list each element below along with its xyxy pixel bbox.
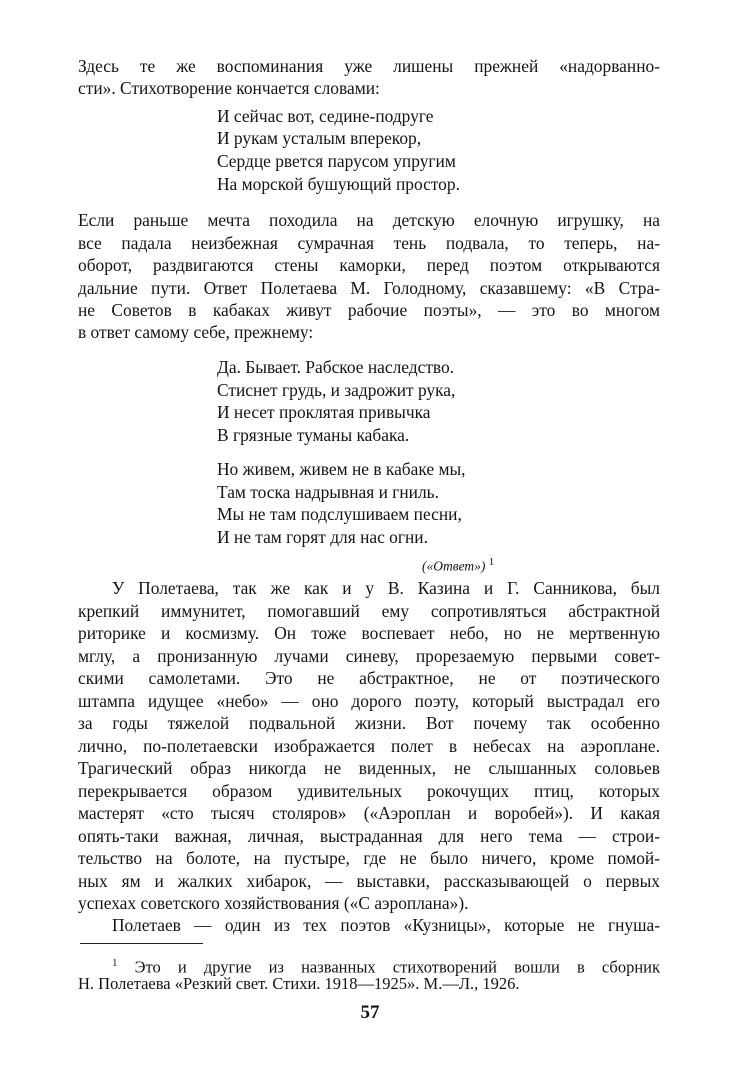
text-line: в ответ самому себе, прежнему: — [78, 322, 314, 342]
text-line: штампа идущее «небо» — оно дорого поэту, который выстрадал его — [78, 691, 660, 711]
text-line: У Полетаева, так же как и у В. Казина и Г. Санникова, был — [112, 578, 660, 598]
verse-line: Но живем, живем не в кабаке мы, — [217, 459, 466, 479]
text-line: Здесь те же воспоминания уже лишены прежней «надорванно- — [78, 56, 660, 76]
verse-line: И рукам усталым вперекор, — [217, 128, 422, 148]
text-line: Трагический образ никогда не виденных, не слышанных соловьев — [78, 758, 660, 778]
footnote-text: Это и другие из названных стихотворений вошли в сборник — [134, 957, 660, 977]
text-line: мастерят «сто тысяч столяров» («Аэроплан и воробей»). И какая — [78, 803, 660, 823]
text-line: ных ям и жалких хибарок, — выставки, рассказывающей о первых — [78, 871, 660, 891]
footnote-divider — [80, 943, 203, 944]
text-line: за годы тяжелой подвальной жизни. Вот почему так особенно — [78, 713, 660, 733]
text-line: перекрывается образом удивительных рокочущих птиц, которых — [78, 781, 660, 801]
text-line: мглу, а пронизанную лучами синеву, прорезаемую первыми совет- — [78, 646, 660, 666]
verse-line: В грязные туманы кабака. — [217, 425, 410, 445]
text-line: не Советов в кабаках живут рабочие поэты», — это во многом — [78, 300, 660, 320]
verse-line: Да. Бывает. Рабское наследство. — [217, 357, 455, 377]
verse-line: Там тоска надрывная и гниль. — [217, 482, 439, 502]
text-line: Если раньше мечта походила на детскую елочную игрушку, на — [78, 210, 660, 230]
text-line: скими самолетами. Это не абстрактное, не от поэтического — [78, 668, 660, 688]
text-line: тельство на болоте, на пустыре, где не было ничего, кроме помой- — [78, 848, 660, 868]
text-line: крепкий иммунитет, помогавший ему сопротивляться абстрактной — [78, 601, 660, 621]
footnote-marker: 1 — [112, 957, 118, 969]
verse-line: На морской бушующий простор. — [217, 174, 460, 194]
verse-attribution — [422, 551, 494, 578]
verse-line: Сердце рвется парусом упругим — [217, 151, 456, 171]
verse-line: Стиснет грудь, и задрожит рука, — [217, 380, 456, 400]
text-line: оборот, раздвигаются стены каморки, перед поэтом открываются — [78, 255, 660, 275]
footnote-line: Н. Полетаева «Резкий свет. Стихи. 1918—1925». М.—Л., 1926. — [78, 974, 520, 993]
text-line: успехах советского хозяйствования («С аэроплана»). — [78, 893, 469, 913]
text-line: опять-таки важная, личная, выстраданная для него тема — строи- — [78, 826, 660, 846]
text-line: сти». Стихотворение кончается словами: — [78, 78, 380, 98]
text-line: дальние пути. Ответ Полетаева М. Голодному, сказавшему: «В Стра- — [78, 278, 660, 298]
verse-line: И не там горят для нас огни. — [217, 527, 428, 547]
verse-line: И сейчас вот, седине-подруге — [217, 106, 434, 126]
attribution-title: («Ответ») — [422, 558, 486, 574]
verse-line: И несет проклятая привычка — [217, 402, 431, 422]
text-line: лично, по-полетаевски изображается полет в небесах на аэроплане. — [78, 736, 660, 756]
footnote-reference: 1 — [488, 556, 495, 568]
text-line: все падала неизбежная сумрачная тень подвала, то теперь, на- — [78, 233, 660, 253]
text-line: риторике и космизму. Он тоже воспевает небо, но не мертвенную — [78, 623, 660, 643]
text-line: Полетаев — один из тех поэтов «Кузницы», которые не гнуша- — [112, 915, 660, 935]
verse-line: Мы не там подслушиваем песни, — [217, 504, 462, 524]
page-number: 57 — [360, 1002, 380, 1023]
